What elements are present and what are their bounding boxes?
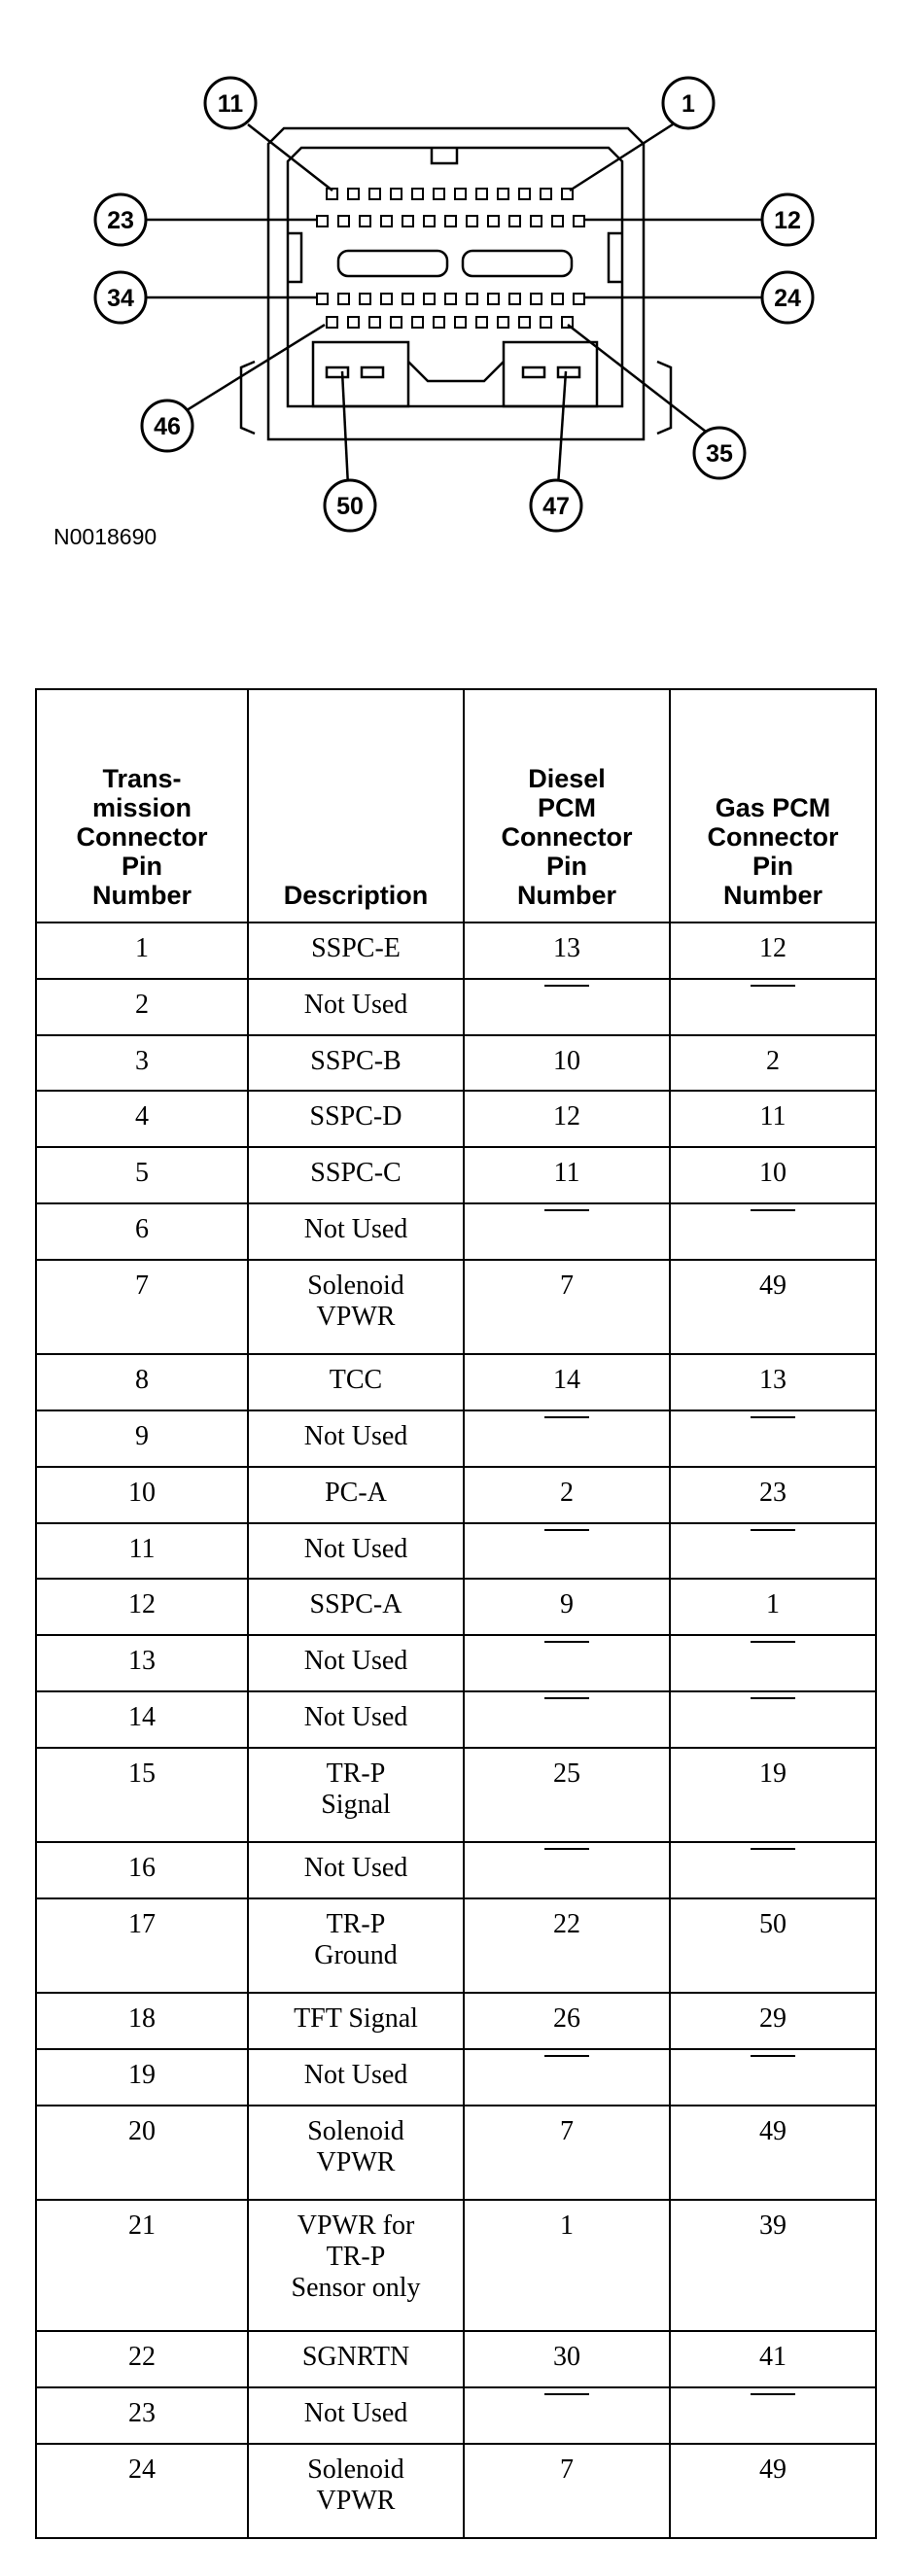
table-row: [36, 1748, 876, 1842]
pin-number-cell: 17: [36, 1898, 248, 1993]
table-row: [36, 1203, 876, 1260]
table-row: [36, 1523, 876, 1580]
diesel-pin-cell: [464, 1410, 670, 1467]
gas-pin-cell: [670, 1523, 876, 1580]
gas-pin-cell: 2: [670, 1035, 876, 1092]
callout-23: [95, 194, 146, 245]
callout-34-label: 34: [107, 285, 134, 312]
gas-pin-cell: [670, 979, 876, 1035]
description-cell: Not Used: [248, 1523, 464, 1580]
description-cell: Not Used: [248, 2387, 464, 2444]
diesel-pin-cell: [464, 1842, 670, 1898]
table-row: [36, 922, 876, 979]
pin-number-cell: 3: [36, 1035, 248, 1092]
gas-pin-cell: 23: [670, 1467, 876, 1523]
description-cell: Not Used: [248, 1635, 464, 1691]
pin-row-bottom-upper: [317, 294, 584, 304]
description-cell: PC-A: [248, 1467, 464, 1523]
header-gas-pcm-pin: Gas PCM Connector Pin Number: [670, 689, 876, 922]
diesel-pin-cell: 7: [464, 2444, 670, 2538]
description-cell: SSPC-B: [248, 1035, 464, 1092]
description-cell: SGNRTN: [248, 2331, 464, 2387]
figure-id: N0018690: [53, 524, 157, 549]
callout-11-label: 11: [217, 90, 244, 118]
diesel-pin-cell: 14: [464, 1354, 670, 1410]
table-row: [36, 1147, 876, 1203]
diesel-pin-cell: [464, 1635, 670, 1691]
gas-pin-cell: 50: [670, 1898, 876, 1993]
table-row: [36, 1635, 876, 1691]
pin-number-cell: 5: [36, 1147, 248, 1203]
diesel-pin-cell: 7: [464, 2106, 670, 2200]
callout-24-label: 24: [774, 285, 801, 312]
description-cell: Not Used: [248, 2049, 464, 2106]
callout-1-label: 1: [682, 90, 695, 118]
pin-number-cell: 11: [36, 1523, 248, 1580]
header-transmission-pin: Trans- mission Connector Pin Number: [36, 689, 248, 922]
callout-35: [694, 428, 745, 478]
pin-number-cell: 10: [36, 1467, 248, 1523]
table-row: [36, 1035, 876, 1092]
callout-50: [325, 480, 375, 531]
connector-diagram: [0, 0, 909, 583]
gas-pin-cell: [670, 2387, 876, 2444]
table-row: [36, 2049, 876, 2106]
diesel-pin-cell: [464, 2049, 670, 2106]
pin-number-cell: 19: [36, 2049, 248, 2106]
description-cell: VPWR for TR-P Sensor only: [248, 2200, 464, 2331]
diesel-pin-cell: 26: [464, 1993, 670, 2049]
gas-pin-cell: [670, 1842, 876, 1898]
diesel-pin-cell: [464, 1523, 670, 1580]
diesel-pin-cell: [464, 979, 670, 1035]
diesel-pin-cell: 12: [464, 1091, 670, 1147]
gas-pin-cell: 49: [670, 2106, 876, 2200]
table-row: [36, 2331, 876, 2387]
description-cell: Not Used: [248, 1203, 464, 1260]
description-cell: SSPC-D: [248, 1091, 464, 1147]
table-row: [36, 1691, 876, 1748]
pin-number-cell: 22: [36, 2331, 248, 2387]
description-cell: Not Used: [248, 1691, 464, 1748]
gas-pin-cell: [670, 1410, 876, 1467]
gas-pin-cell: [670, 1635, 876, 1691]
diesel-pin-cell: 13: [464, 922, 670, 979]
callout-35-label: 35: [706, 440, 733, 468]
diesel-pin-cell: [464, 1691, 670, 1748]
pin-number-cell: 23: [36, 2387, 248, 2444]
table-row: [36, 1091, 876, 1147]
pin-number-cell: 2: [36, 979, 248, 1035]
pin-number-cell: 13: [36, 1635, 248, 1691]
pin-number-cell: 7: [36, 1260, 248, 1354]
callout-47: [531, 480, 581, 531]
diesel-pin-cell: 25: [464, 1748, 670, 1842]
pin-table: [35, 688, 877, 2539]
diesel-pin-cell: 9: [464, 1579, 670, 1635]
description-cell: Not Used: [248, 979, 464, 1035]
diesel-pin-cell: [464, 1203, 670, 1260]
gas-pin-cell: 10: [670, 1147, 876, 1203]
callout-47-label: 47: [542, 493, 570, 520]
gas-pin-cell: 11: [670, 1091, 876, 1147]
gas-pin-cell: 19: [670, 1748, 876, 1842]
header-description: Description: [248, 689, 464, 922]
pin-number-cell: 4: [36, 1091, 248, 1147]
description-cell: TFT Signal: [248, 1993, 464, 2049]
table-row: [36, 1260, 876, 1354]
pin-row-top-outer: [327, 189, 573, 199]
table-row: [36, 1842, 876, 1898]
callout-12-label: 12: [774, 207, 801, 234]
pin-table-body: [36, 922, 876, 2538]
gas-pin-cell: 12: [670, 922, 876, 979]
callout-23-label: 23: [107, 207, 134, 234]
table-row: [36, 1579, 876, 1635]
description-cell: SSPC-C: [248, 1147, 464, 1203]
callout-1: [663, 78, 714, 128]
table-header-row: [36, 689, 876, 922]
pin-number-cell: 24: [36, 2444, 248, 2538]
connector-housing: [241, 128, 671, 439]
description-cell: SSPC-A: [248, 1579, 464, 1635]
diesel-pin-cell: 30: [464, 2331, 670, 2387]
pin-row-top-inner: [317, 216, 584, 226]
gas-pin-cell: [670, 1691, 876, 1748]
gas-pin-cell: 13: [670, 1354, 876, 1410]
gas-pin-cell: 49: [670, 2444, 876, 2538]
description-cell: TCC: [248, 1354, 464, 1410]
description-cell: TR-P Ground: [248, 1898, 464, 1993]
callout-46-label: 46: [154, 413, 181, 440]
pin-number-cell: 9: [36, 1410, 248, 1467]
diesel-pin-cell: 11: [464, 1147, 670, 1203]
table-row: [36, 1410, 876, 1467]
pin-row-bottom-lower: [327, 317, 573, 328]
diesel-pin-cell: 22: [464, 1898, 670, 1993]
table-row: [36, 1354, 876, 1410]
description-cell: Not Used: [248, 1410, 464, 1467]
gas-pin-cell: 1: [670, 1579, 876, 1635]
description-cell: Solenoid VPWR: [248, 2444, 464, 2538]
table-row: [36, 1993, 876, 2049]
table-row: [36, 1898, 876, 1993]
gas-pin-cell: 39: [670, 2200, 876, 2331]
pin-number-cell: 20: [36, 2106, 248, 2200]
diesel-pin-cell: [464, 2387, 670, 2444]
description-cell: TR-P Signal: [248, 1748, 464, 1842]
diesel-pin-cell: 10: [464, 1035, 670, 1092]
table-row: [36, 2106, 876, 2200]
pin-number-cell: 18: [36, 1993, 248, 2049]
pin-number-cell: 12: [36, 1579, 248, 1635]
callout-11: [205, 78, 256, 128]
pin-number-cell: 1: [36, 922, 248, 979]
callout-34: [95, 272, 146, 323]
table-row: [36, 979, 876, 1035]
table-row: [36, 2200, 876, 2331]
callout-12: [762, 194, 813, 245]
table-row: [36, 2444, 876, 2538]
gas-pin-cell: 49: [670, 1260, 876, 1354]
pin-number-cell: 15: [36, 1748, 248, 1842]
callout-24: [762, 272, 813, 323]
pin-number-cell: 14: [36, 1691, 248, 1748]
gas-pin-cell: [670, 1203, 876, 1260]
diesel-pin-cell: 2: [464, 1467, 670, 1523]
description-cell: Solenoid VPWR: [248, 1260, 464, 1354]
gas-pin-cell: 29: [670, 1993, 876, 2049]
pin-number-cell: 8: [36, 1354, 248, 1410]
diesel-pin-cell: 7: [464, 1260, 670, 1354]
description-cell: SSPC-E: [248, 922, 464, 979]
header-diesel-pcm-pin: Diesel PCM Connector Pin Number: [464, 689, 670, 922]
pin-number-cell: 16: [36, 1842, 248, 1898]
pin-number-cell: 21: [36, 2200, 248, 2331]
table-row: [36, 2387, 876, 2444]
callout-46: [142, 400, 192, 451]
description-cell: Not Used: [248, 1842, 464, 1898]
diesel-pin-cell: 1: [464, 2200, 670, 2331]
table-row: [36, 1467, 876, 1523]
callout-50-label: 50: [336, 493, 364, 520]
gas-pin-cell: 41: [670, 2331, 876, 2387]
gas-pin-cell: [670, 2049, 876, 2106]
description-cell: Solenoid VPWR: [248, 2106, 464, 2200]
pin-number-cell: 6: [36, 1203, 248, 1260]
